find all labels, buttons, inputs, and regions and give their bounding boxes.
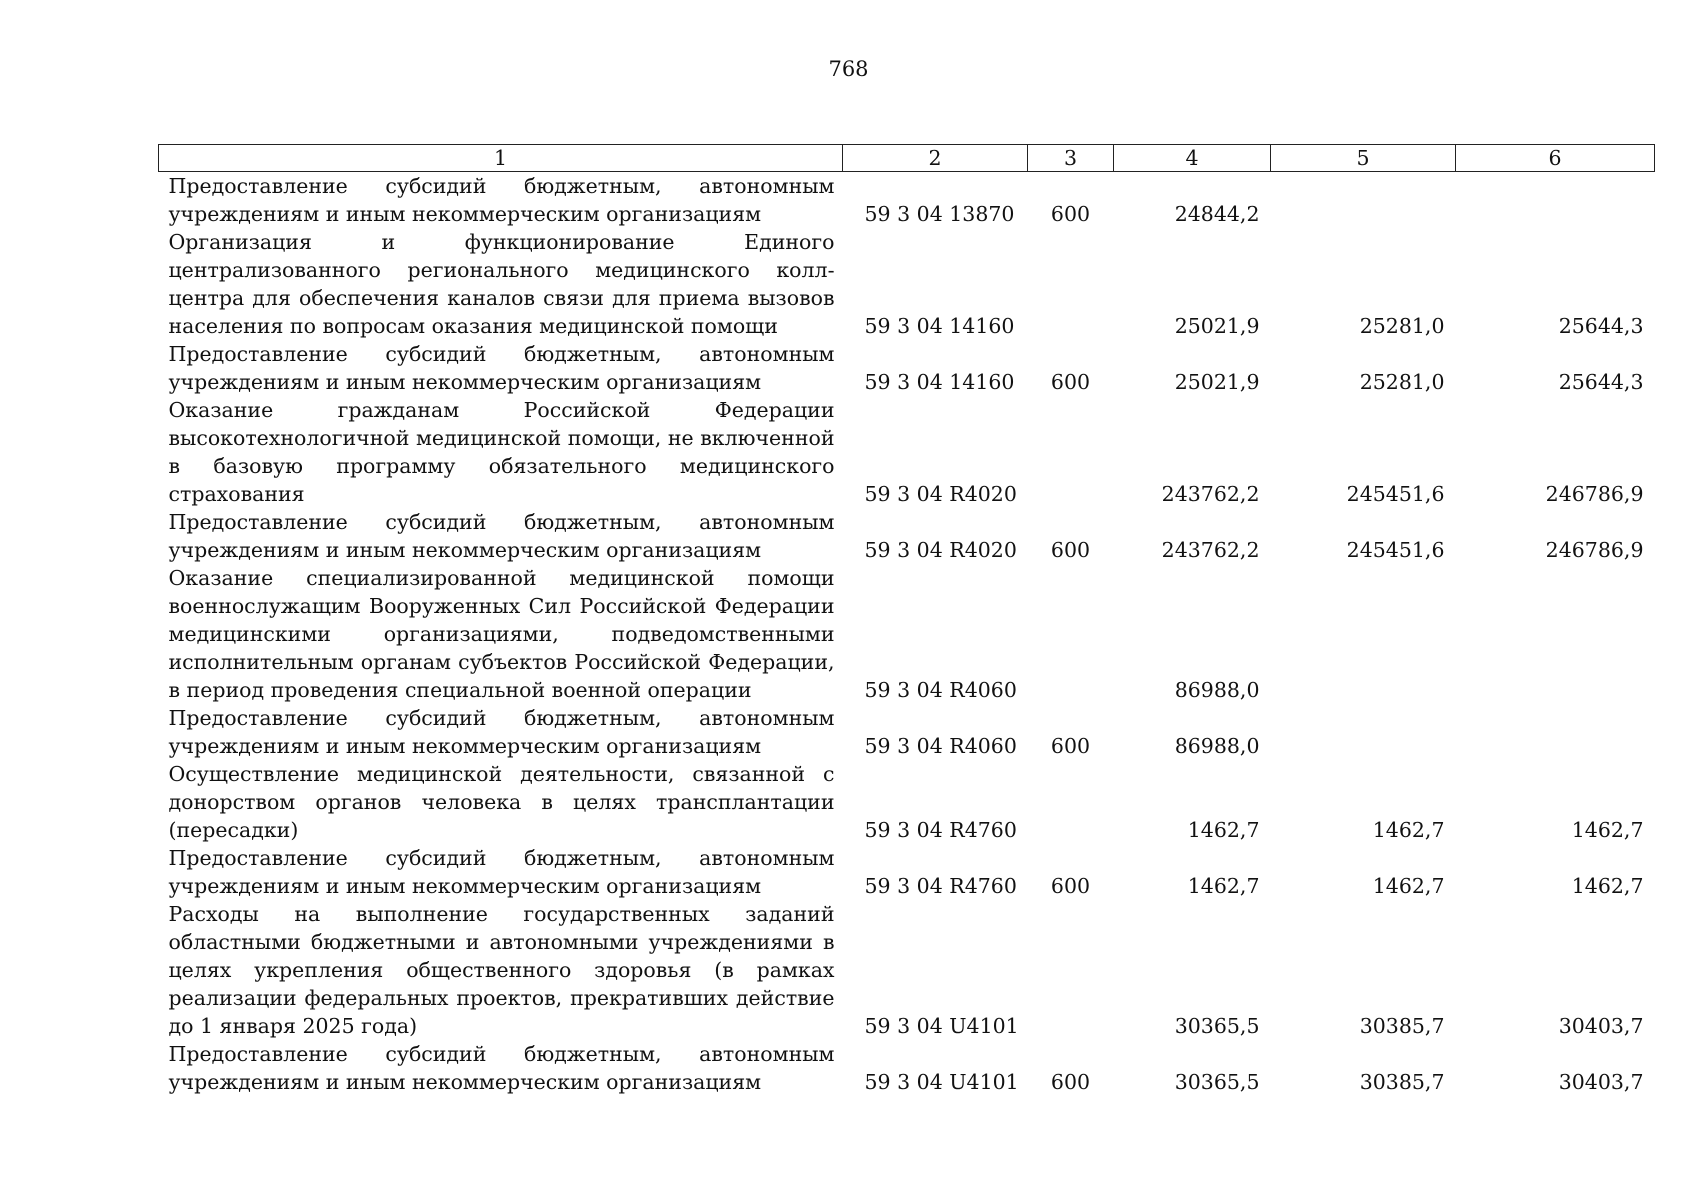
row-amount-col5 (1271, 172, 1456, 229)
row-amount-col6: 1462,7 (1571, 874, 1644, 898)
row-expense-type (1028, 900, 1114, 1040)
row-amount-col5: 25281,0 (1359, 314, 1445, 338)
row-amount-col6: 25644,3 (1558, 314, 1644, 338)
row-amount-col4: 30365,5 (1174, 1014, 1260, 1038)
row-expense-type (1028, 564, 1114, 704)
table-row (159, 228, 1655, 340)
header-col-1: 1 (159, 145, 843, 172)
row-amount-col5: 1462,7 (1372, 874, 1445, 898)
row-amount-col6: 1462,7 (1571, 818, 1644, 842)
row-expense-type: 600 (1050, 874, 1091, 898)
row-amount-col6: 30403,7 (1558, 1070, 1644, 1094)
row-amount-col4: 30365,5 (1174, 1070, 1260, 1094)
row-amount-col6: 30403,7 (1558, 1014, 1644, 1038)
row-code: 59 3 04 R4060 (864, 678, 1017, 702)
row-name: Оказание специализированной медицинской помощи военнослужащим Вооруженных Сил Российской Федерации медицинскими организациями, подведомственными исполнительным органам субъектов Российской Федерации, в период проведения специальной военной операции (168, 566, 835, 702)
header-col-5: 5 (1271, 145, 1456, 172)
table-row (159, 844, 1655, 900)
table-row (159, 396, 1655, 508)
row-name: Расходы на выполнение государственных заданий областными бюджетными и автономными учреждениями в целях укрепления общественного здоровья (в рамках реализации федеральных проектов, прекративших действие до 1 января 2025 года) (168, 902, 835, 1038)
row-amount-col5 (1271, 704, 1456, 760)
table-row (159, 1040, 1655, 1096)
table-row (159, 760, 1655, 844)
row-name: Оказание гражданам Российской Федерации высокотехнологичной медицинской помощи, не включенной в базовую программу обязательного медицинского страхования (168, 398, 835, 506)
row-amount-col5: 245451,6 (1346, 482, 1445, 506)
row-name: Предоставление субсидий бюджетным, автономным учреждениям и иным некоммерческим организациям (168, 846, 835, 898)
row-expense-type: 600 (1050, 202, 1091, 226)
row-code: 59 3 04 U4101 (864, 1014, 1019, 1038)
row-expense-type: 600 (1050, 370, 1091, 394)
table-row (159, 508, 1655, 564)
row-expense-type (1028, 396, 1114, 508)
row-code: 59 3 04 14160 (864, 370, 1015, 394)
row-amount-col4: 24844,2 (1174, 202, 1260, 226)
row-amount-col4: 25021,9 (1174, 370, 1260, 394)
row-amount-col5: 25281,0 (1359, 370, 1445, 394)
row-name: Предоставление субсидий бюджетным, автономным учреждениям и иным некоммерческим организациям (168, 706, 835, 758)
row-name: Предоставление субсидий бюджетным, автономным учреждениям и иным некоммерческим организациям (168, 174, 835, 226)
row-amount-col5: 245451,6 (1346, 538, 1445, 562)
row-amount-col6: 25644,3 (1558, 370, 1644, 394)
table-row (159, 172, 1655, 229)
row-expense-type (1028, 228, 1114, 340)
row-amount-col4: 1462,7 (1187, 818, 1260, 842)
row-code: 59 3 04 R4760 (864, 818, 1017, 842)
row-code: 59 3 04 R4760 (864, 874, 1017, 898)
page-number: 768 (828, 57, 869, 81)
row-name: Предоставление субсидий бюджетным, автономным учреждениям и иным некоммерческим организациям (168, 510, 835, 562)
row-name: Предоставление субсидий бюджетным, автономным учреждениям и иным некоммерческим организациям (168, 1042, 835, 1094)
row-amount-col5: 30385,7 (1359, 1014, 1445, 1038)
header-col-2: 2 (843, 145, 1028, 172)
table-row (159, 900, 1655, 1040)
row-code: 59 3 04 R4020 (864, 538, 1017, 562)
row-expense-type: 600 (1050, 538, 1091, 562)
row-amount-col6: 246786,9 (1545, 482, 1644, 506)
row-expense-type: 600 (1050, 1070, 1091, 1094)
table-header (159, 145, 1655, 172)
header-col-6: 6 (1456, 145, 1655, 172)
row-amount-col4: 243762,2 (1161, 482, 1260, 506)
row-amount-col4: 86988,0 (1174, 734, 1260, 758)
table-row (159, 564, 1655, 704)
row-code: 59 3 04 13870 (864, 202, 1015, 226)
row-code: 59 3 04 R4060 (864, 734, 1017, 758)
row-code: 59 3 04 R4020 (864, 482, 1017, 506)
row-amount-col6: 246786,9 (1545, 538, 1644, 562)
row-amount-col5: 30385,7 (1359, 1070, 1445, 1094)
row-name: Организация и функционирование Единого централизованного регионального медицинского колл-центра для обеспечения каналов связи для приема вызовов населения по вопросам оказания медицинской помощи (168, 230, 835, 338)
budget-table (158, 144, 1655, 1096)
table-row (159, 340, 1655, 396)
row-amount-col6 (1456, 564, 1655, 704)
row-code: 59 3 04 14160 (864, 314, 1015, 338)
header-col-3: 3 (1028, 145, 1114, 172)
row-code: 59 3 04 U4101 (864, 1070, 1019, 1094)
row-expense-type: 600 (1050, 734, 1091, 758)
row-expense-type (1028, 760, 1114, 844)
row-name: Осуществление медицинской деятельности, связанной с донорством органов человека в целях трансплантации (пересадки) (168, 762, 835, 842)
row-amount-col6 (1456, 704, 1655, 760)
row-name: Предоставление субсидий бюджетным, автономным учреждениям и иным некоммерческим организациям (168, 342, 835, 394)
header-col-4: 4 (1114, 145, 1271, 172)
row-amount-col4: 25021,9 (1174, 314, 1260, 338)
table-row (159, 704, 1655, 760)
header-row (159, 145, 1655, 172)
row-amount-col5: 1462,7 (1372, 818, 1445, 842)
row-amount-col4: 86988,0 (1174, 678, 1260, 702)
row-amount-col4: 1462,7 (1187, 874, 1260, 898)
row-amount-col5 (1271, 564, 1456, 704)
row-amount-col4: 243762,2 (1161, 538, 1260, 562)
row-amount-col6 (1456, 172, 1655, 229)
table-body (159, 172, 1655, 1097)
